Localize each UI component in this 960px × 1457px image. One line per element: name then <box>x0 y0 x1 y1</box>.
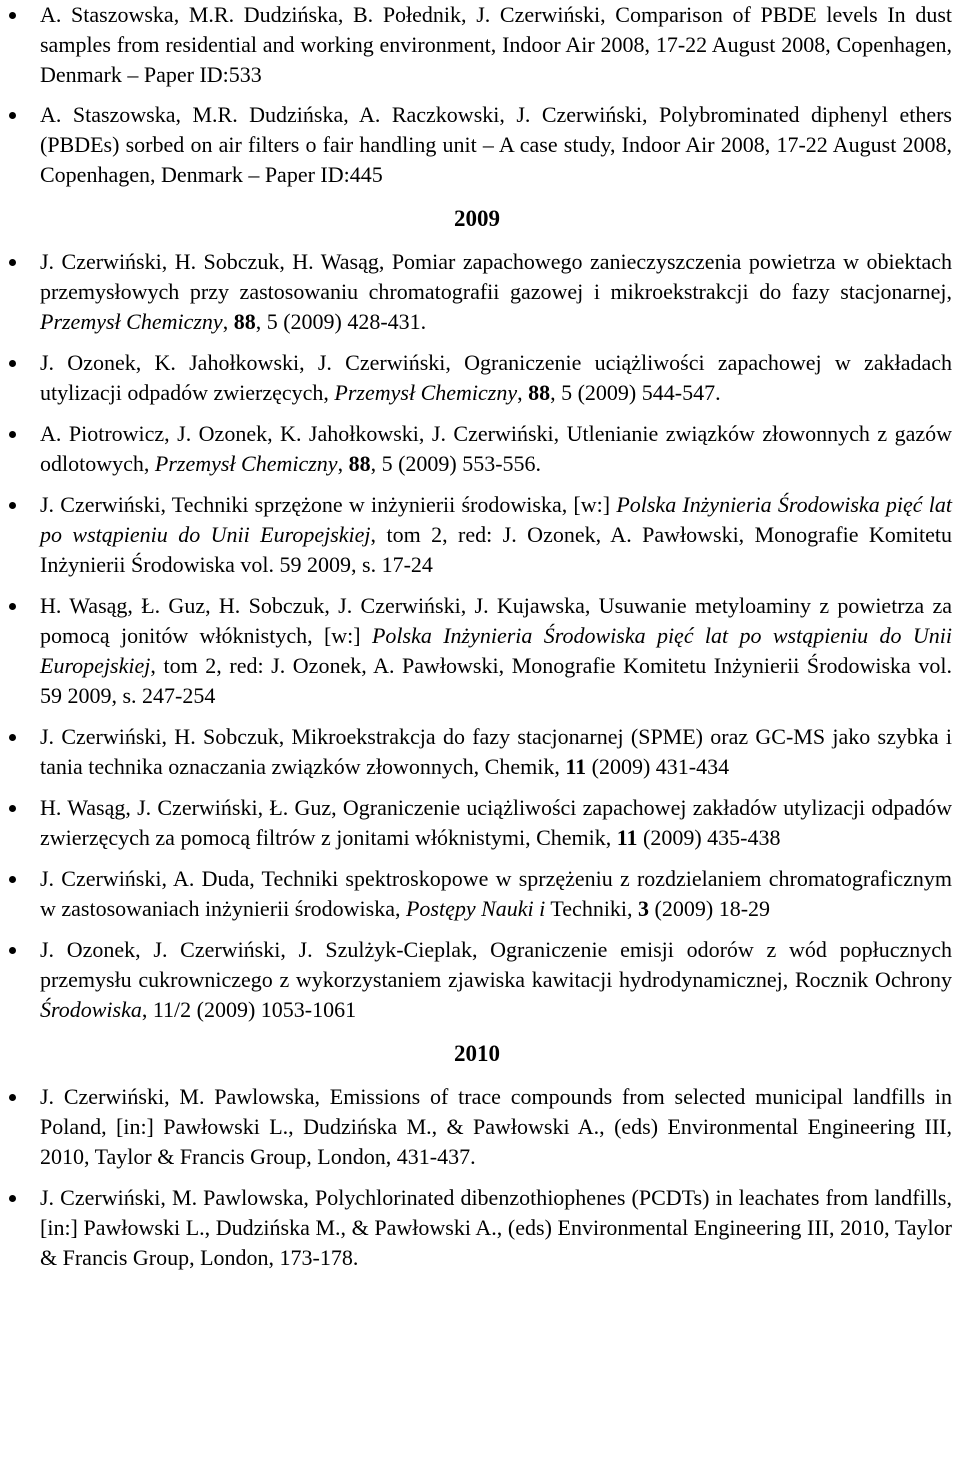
bullet-icon <box>9 502 16 509</box>
reference-list-item <box>0 100 954 190</box>
bold-text: 88 <box>233 309 256 334</box>
bold-text: 88 <box>348 451 371 476</box>
bullet-icon <box>9 947 16 954</box>
bullet-icon <box>9 360 16 367</box>
bold-text: 3 <box>638 896 650 921</box>
reference-text: J. Czerwiński, Techniki sprzężone w inżynierii środowiska, [w:] <box>40 492 617 517</box>
bullet-icon <box>9 876 16 883</box>
reference-text: (2009) 431-434 <box>586 754 730 779</box>
bullet-icon <box>9 112 16 119</box>
reference-text: , 5 (2009) 428-431. <box>255 309 427 334</box>
bullet-icon <box>9 12 16 19</box>
year-heading: 2010 <box>454 1041 500 1066</box>
reference-text: , <box>337 451 349 476</box>
reference-text: J. Czerwiński, A. Duda, Techniki spektroskopowe w sprzężeniu z rozdzielaniem chromatograficznym w zastosowaniach inżynierii środowiska, <box>40 866 952 921</box>
reference-text: , 11/2 (2009) 1053-1061 <box>141 997 357 1022</box>
bullet-icon <box>9 734 16 741</box>
reference-list-item <box>0 793 954 853</box>
reference-list-item <box>0 722 954 782</box>
italic-text: Przemysł Chemiczny <box>334 380 518 405</box>
reference-text: J. Ozonek, J. Czerwiński, J. Szulżyk-Cieplak, Ograniczenie emisji odorów z wód popłucznych przemysłu cukrowniczego z wykorzystaniem zjawiska kawitacji hydrodynamicznej, Rocznik Ochrony <box>40 937 952 992</box>
reference-list-item <box>0 935 954 1025</box>
italic-text: Przemysł Chemiczny <box>154 451 338 476</box>
reference-text: (2009) 435-438 <box>637 825 781 850</box>
bullet-icon <box>9 431 16 438</box>
bold-text: 11 <box>616 825 638 850</box>
reference-text: , tom 2, red: J. Ozonek, A. Pawłowski, Monografie Komitetu Inżynierii Środowiska vol. 59 2009, s. 247-254 <box>40 653 952 708</box>
year-heading: 2009 <box>454 206 500 231</box>
italic-text: Polska Inżynieria Środowiska pięć lat po wstąpieniu do Unii Europejskiej <box>40 623 952 678</box>
bullet-icon <box>9 1094 16 1101</box>
reference-text: A. Staszowska, M.R. Dudzińska, B. Połednik, J. Czerwiński, Comparison of PBDE levels In dust samples from residential and working environment, Indoor Air 2008, 17-22 August 2008, Copenhagen, Denmark – Paper ID:533 <box>40 2 952 87</box>
bullet-icon <box>9 603 16 610</box>
reference-list-item <box>0 1183 954 1273</box>
reference-list-item <box>0 348 954 408</box>
bullet-icon <box>9 1195 16 1202</box>
reference-text: , 5 (2009) 553-556. <box>370 451 542 476</box>
reference-text: A. Staszowska, M.R. Dudzińska, A. Raczkowski, J. Czerwiński, Polybrominated diphenyl ethers (PBDEs) sorbed on air filters o fair handling unit – A case study, Indoor Air 2008, 17-22 August 2008, Copenhagen, Denmark – Paper ID:445 <box>40 102 952 187</box>
italic-text: Polska Inżynieria Środowiska pięć lat po wstąpieniu do Unii Europejskiej <box>40 492 953 547</box>
reference-text: H. Wasąg, Ł. Guz, H. Sobczuk, J. Czerwiński, J. Kujawska, Usuwanie metyloaminy z powietrza za pomocą jonitów włóknistych, [w:] <box>40 593 952 648</box>
reference-text: Techniki, <box>545 896 639 921</box>
reference-text: , tom 2, red: J. Ozonek, A. Pawłowski, Monografie Komitetu Inżynierii Środowiska vol. 59 2009, s. 17-24 <box>40 522 952 577</box>
reference-list-item <box>0 490 954 580</box>
reference-text: , 5 (2009) 544-547. <box>550 380 721 405</box>
bold-text: 11 <box>565 754 587 779</box>
reference-text: (2009) 18-29 <box>649 896 771 921</box>
reference-text: J. Czerwiński, H. Sobczuk, Mikroekstrakcja do fazy stacjonarnej (SPME) oraz GC-MS jako szybka i tania technika oznaczania związków złowonnych, Chemik, <box>40 724 952 779</box>
italic-text: Środowiska <box>40 997 142 1022</box>
reference-list-item <box>0 1082 954 1172</box>
reference-list-item <box>0 419 954 479</box>
reference-text: A. Piotrowicz, J. Ozonek, K. Jahołkowski, J. Czerwiński, Utlenianie związków złowonnych z gazów odlotowych, <box>40 421 952 476</box>
reference-list-item <box>0 247 954 337</box>
bullet-icon <box>9 259 16 266</box>
reference-text: H. Wasąg, J. Czerwiński, Ł. Guz, Ograniczenie uciążliwości zapachowej zakładów utylizacji odpadów zwierzęcych za pomocą filtrów z jonitami włóknistymi, Chemik, <box>40 795 952 850</box>
reference-text: , <box>517 380 529 405</box>
italic-text: Przemysł Chemiczny <box>40 309 223 334</box>
reference-text: J. Czerwiński, M. Pawlowska, Polychlorinated dibenzothiophenes (PCDTs) in leachates from landfills, [in:] Pawłowski L., Dudzińska M., & Pawłowski A., (eds) Environmental Engineering III, 2010, Taylor & Francis Group, London, 173-178. <box>40 1185 952 1270</box>
bullet-icon <box>9 805 16 812</box>
reference-list-item <box>0 864 954 924</box>
reference-list-item <box>0 591 954 711</box>
reference-list-item <box>0 0 954 90</box>
reference-text: J. Czerwiński, H. Sobczuk, H. Wasąg, Pomiar zapachowego zanieczyszczenia powietrza w obiektach przemysłowych przy zastosowaniu chromatografii gazowej i mikroekstrakcji do fazy stacjonarnej, <box>40 249 952 304</box>
reference-text: , <box>222 309 234 334</box>
italic-text: Postępy Nauki i <box>405 896 546 921</box>
bold-text: 88 <box>528 380 551 405</box>
reference-text: J. Ozonek, K. Jahołkowski, J. Czerwiński, Ograniczenie uciążliwości zapachowej w zakładach utylizacji odpadów zwierzęcych, <box>40 350 952 405</box>
reference-text: J. Czerwiński, M. Pawlowska, Emissions of trace compounds from selected municipal landfills in Poland, [in:] Pawłowski L., Dudzińska M., & Pawłowski A., (eds) Environmental Engineering III, 2010, Taylor & Francis Group, London, 431-437. <box>40 1084 952 1169</box>
